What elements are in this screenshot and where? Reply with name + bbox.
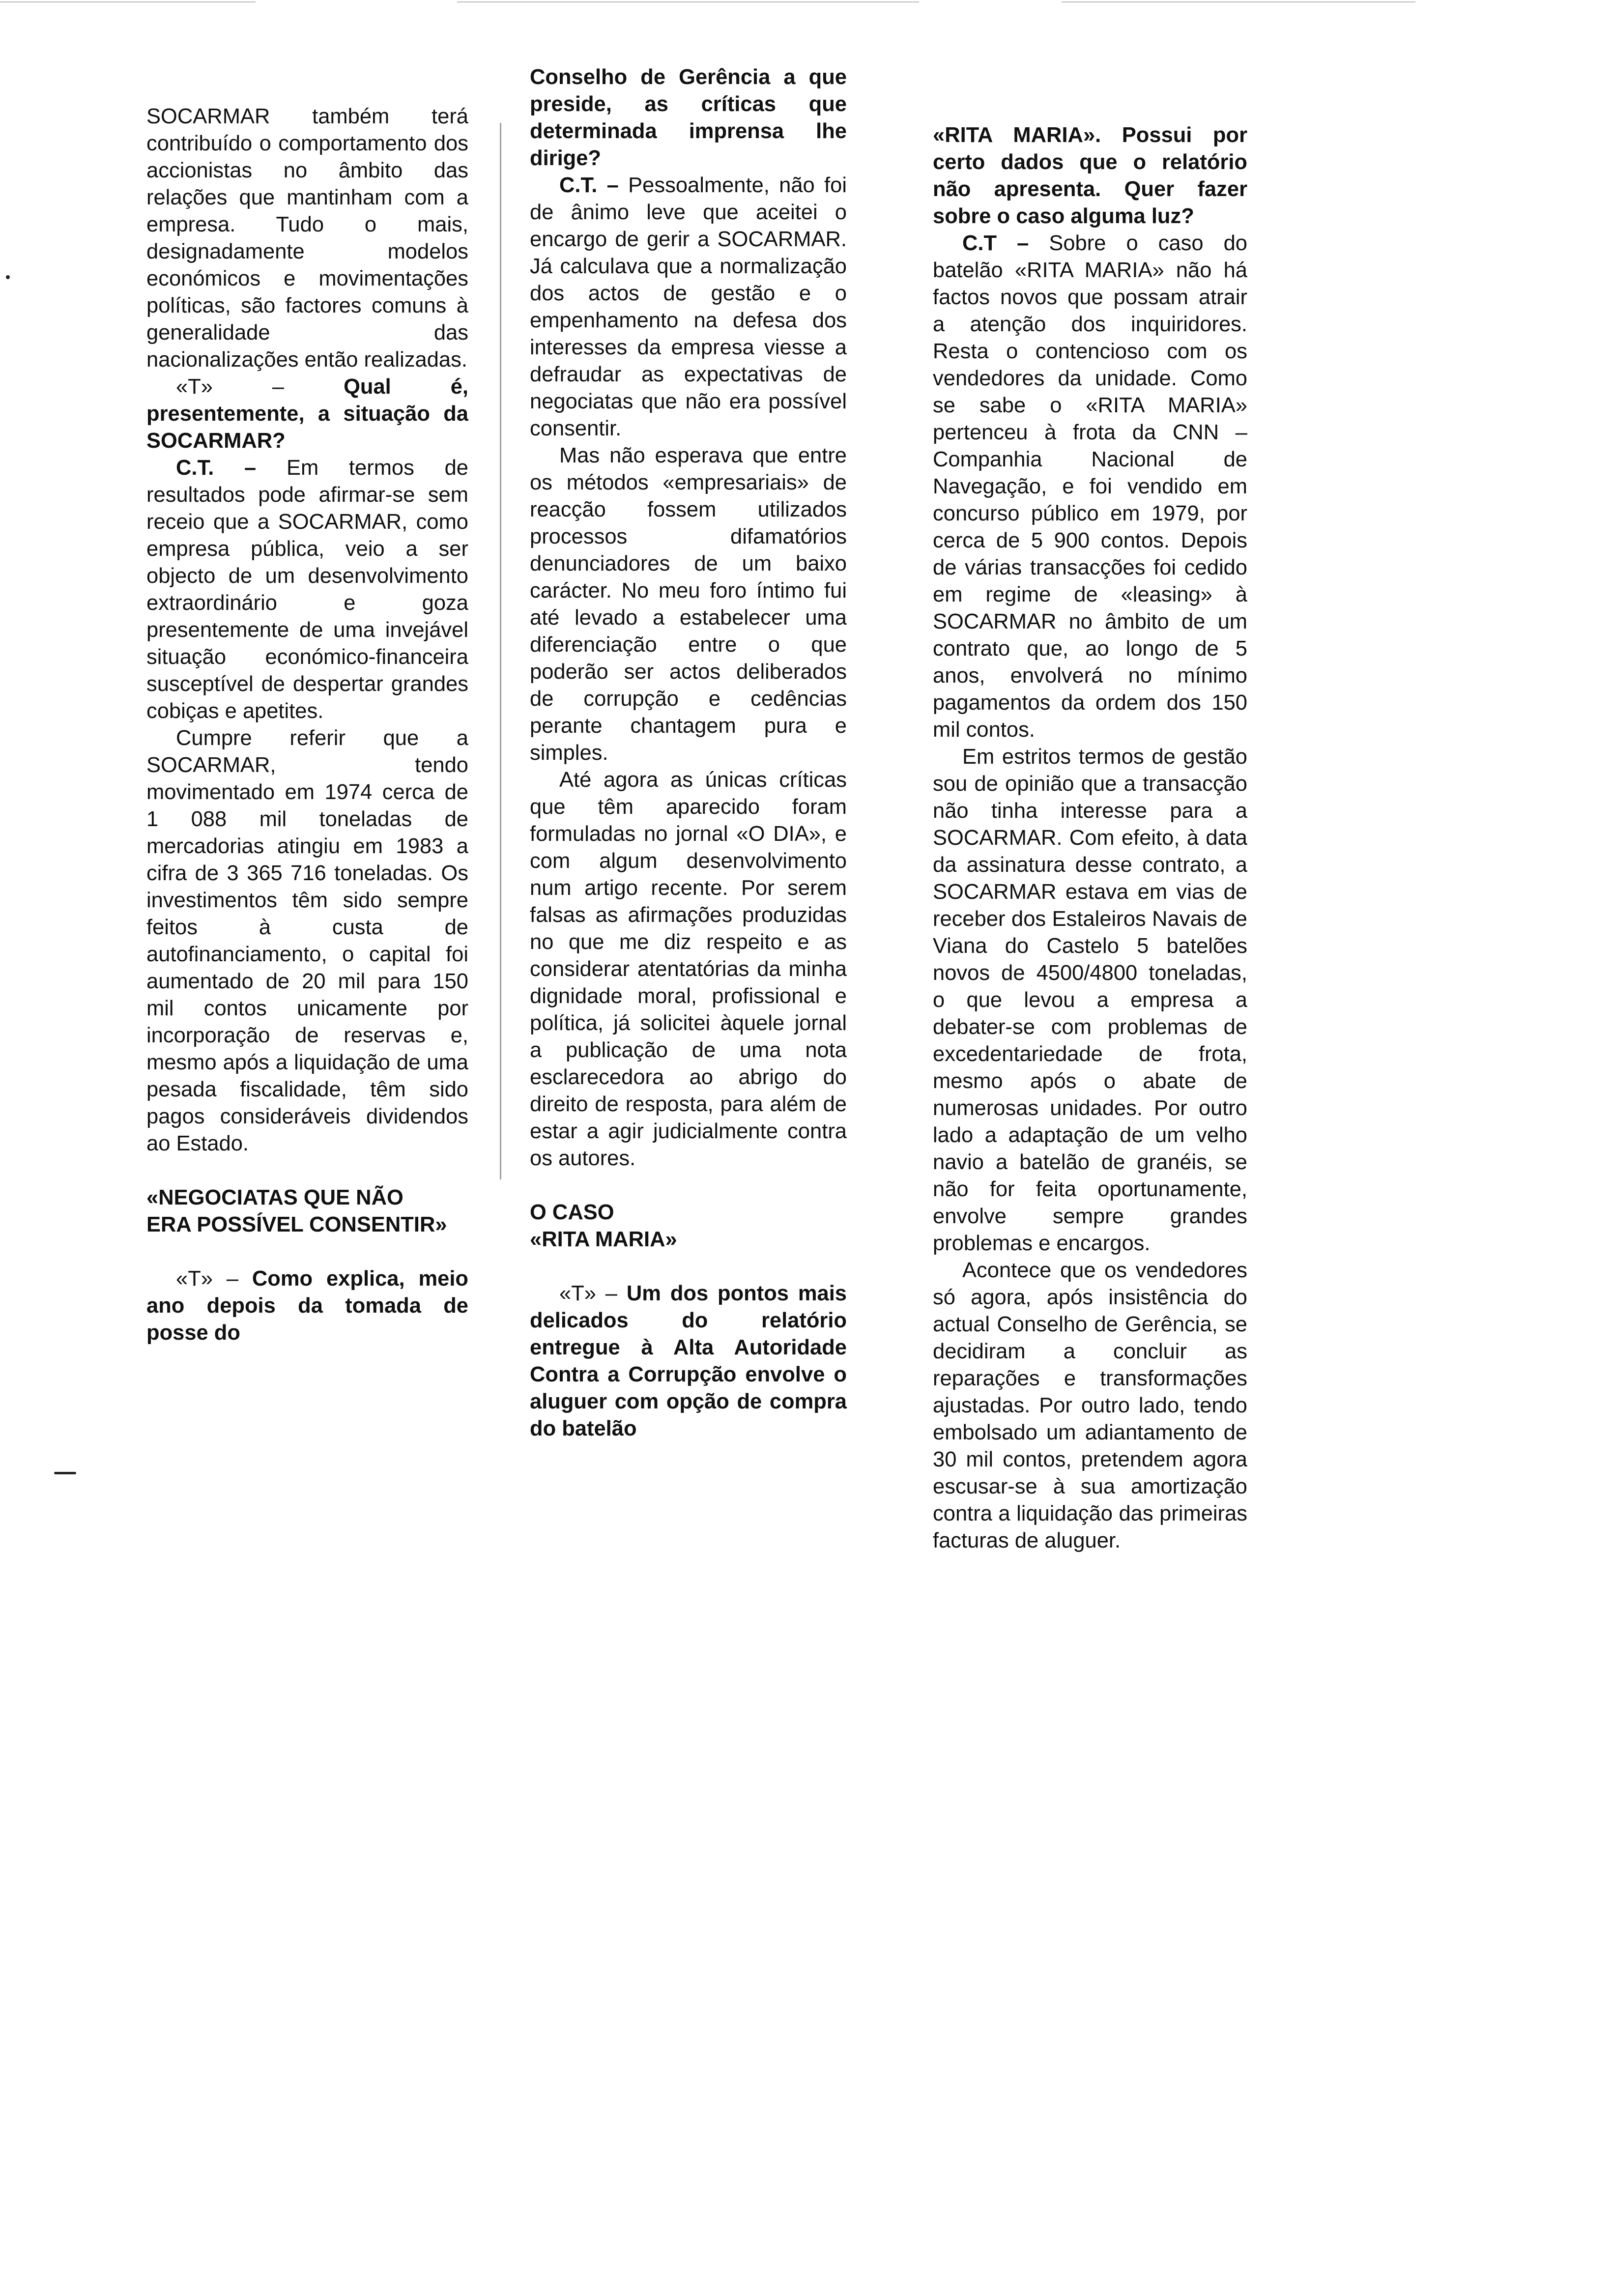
scan-line-top-right — [1062, 1, 1415, 2]
section-heading-line: «NEGOCIATAS QUE NÃO — [146, 1186, 403, 1209]
scan-line-top-mid — [457, 1, 919, 2]
respondent-tag: C.T – — [962, 231, 1029, 255]
paragraph: Cumpre referir que a SOCARMAR, tendo movimentado em 1974 cerca de 1 088 mil toneladas de mercadorias atingiu em 1983 a cifra de 3 365 716 toneladas. Os investimentos têm sido sempre feitos à custa de autofinanciamento, o capital foi aumentado de 20 mil para 150 mil contos unicamente por incorporação de reservas e, mesmo após a liquidação de uma pesada fiscalidade, têm sido pagos consideráveis dividendos ao Estado. — [146, 726, 468, 1155]
answer-text: Pessoalmente, não foi de ânimo leve que aceitei o encargo de gerir a SOCARMAR. Já calculava que a normalização dos actos de gestão e o empenhamento na defesa dos interesses da empresa viesse a defraudar as expectativas de negociatas que não era possível consentir. — [530, 173, 847, 440]
question-text: Como explica, meio ano depois da tomada de posse do — [146, 1267, 468, 1345]
question-continuation: «RITA MARIA». Possui por certo dados que o relatório não apresenta. Quer fazer sobre o caso alguma luz? — [933, 123, 1247, 228]
question-text: Um dos pontos mais delicados do relatório entregue à Alta Autoridade Contra a Corrupção envolve o aluguer com opção de compra do batelão — [530, 1282, 847, 1440]
paragraph: Mas não esperava que entre os métodos «empresariais» de reacção fossem utilizados processos difamatórios denunciadores de um baixo carácter. No meu foro íntimo fui até levado a estabelecer uma diferenciação entre o que poderão ser actos deliberados de corrupção e cedências perante chantagem pura e simples. — [530, 444, 847, 765]
answer-text: Sobre o caso do batelão «RITA MARIA» não há factos novos que possam atrair a atenção dos inquiridores. Resta o contencioso com os vendedores da unidade. Como se sabe o «RITA MARIA» pertenceu à frota da CNN – Companhia Nacional de Navegação, e foi vendido em concurso público em 1979, por cerca de 5 900 contos. Depois de várias transacções foi cedido em regime de «leasing» à SOCARMAR no âmbito de um contrato que, ao longo de 5 anos, envolverá no mínimo pagamentos da ordem dos 150 mil contos. — [933, 231, 1247, 742]
article-column-3 — [933, 122, 1247, 1554]
interviewer-tag: «T» – — [176, 375, 285, 399]
article-column-2 — [530, 64, 847, 1442]
interview-question — [530, 1280, 847, 1442]
interview-question — [146, 373, 468, 455]
paragraph: Em estritos termos de gestão sou de opinião que a transacção não tinha interesse para a SOCARMAR. Com efeito, à data da assinatura desse contrato, a SOCARMAR estava em vias de receber dos Estaleiros Navais de Viana do Castelo 5 batelões novos de 4500/4800 toneladas, o que levou a empresa a debater-se com problemas de excedentariedade de frota, mesmo após o abate de numerosas unidades. Por outro lado a adaptação de um velho navio a batelão de granéis, se não for feita oportunamente, envolve sempre grandes problemas e encargos. — [933, 745, 1247, 1255]
question-continuation: Conselho de Gerência a que preside, as críticas que determinada imprensa lhe dirige? — [530, 65, 847, 170]
column-rule — [500, 123, 501, 1179]
section-heading-line: «RITA MARIA» — [530, 1228, 677, 1251]
section-heading-line: ERA POSSÍVEL CONSENTIR» — [146, 1213, 447, 1236]
paragraph: Até agora as únicas críticas que têm aparecido foram formuladas no jornal «O DIA», e com algum desenvolvimento num artigo recente. Por serem falsas as afirmações produzidas no que me diz respeito e as considerar atentatórias da minha dignidade moral, profissional e política, já solicitei àquele jornal a publicação de uma nota esclarecedora ao abrigo do direito de resposta, para além de estar a agir judicialmente contra os autores. — [530, 768, 847, 1170]
article-column-1 — [146, 103, 468, 1347]
answer-text: Em termos de resultados pode afirmar-se sem receio que a SOCARMAR, como empresa pública, veio a ser objecto de um desenvolvimento extraordinário e goza presentemente de uma invejável situação económico-financeira susceptível de despertar grandes cobiças e apetites. — [146, 456, 468, 723]
respondent-tag: C.T. – — [559, 173, 619, 197]
interview-answer — [530, 172, 847, 442]
interview-answer — [933, 230, 1247, 744]
interview-answer — [146, 455, 468, 725]
respondent-tag: C.T. – — [176, 456, 257, 480]
question-text: Qual é, presentemente, a situação da SOCARMAR? — [146, 375, 468, 453]
margin-mark — [54, 1472, 76, 1474]
section-heading — [146, 1184, 468, 1238]
page-dot — [6, 275, 10, 279]
scan-line-top-left — [0, 1, 256, 2]
section-heading — [530, 1199, 847, 1253]
paragraph: SOCARMAR também terá contribuído o comportamento dos accionistas no âmbito das relações que mantinham com a empresa. Tudo o mais, designadamente modelos económicos e movimentações políticas, são factores comuns à generalidade das nacionalizações então realizadas. — [146, 105, 468, 372]
interviewer-tag: «T» – — [176, 1267, 239, 1291]
interviewer-tag: «T» – — [559, 1282, 618, 1305]
interview-question — [146, 1265, 468, 1347]
paragraph: Acontece que os vendedores só agora, após insistência do actual Conselho de Gerência, se decidiram a concluir as reparações e transformações ajustadas. Por outro lado, tendo embolsado um adiantamento de 30 mil contos, pretendem agora escusar-se à sua amortização contra a liquidação das primeiras facturas de aluguer. — [933, 1259, 1247, 1552]
section-heading-line: O CASO — [530, 1201, 614, 1224]
